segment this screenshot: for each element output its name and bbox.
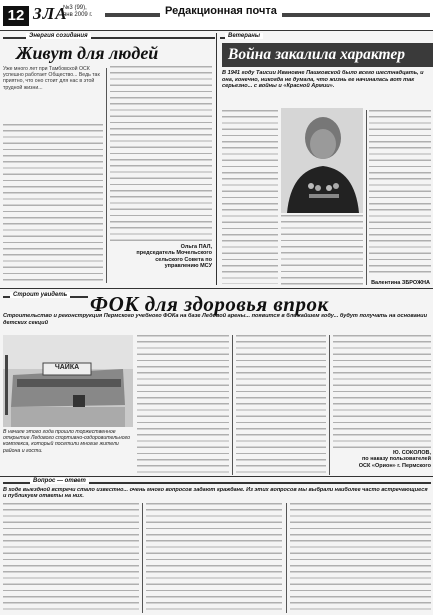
article-tag: Энергия созидания: [26, 33, 91, 39]
article-headline: Война закалила характер: [228, 46, 406, 63]
qa-col2: [146, 503, 282, 613]
veteran-photo: [281, 108, 363, 213]
column-divider: [232, 335, 233, 475]
article-body-col2: [110, 66, 212, 242]
column-divider: [286, 503, 287, 613]
section-rule: [0, 476, 433, 477]
section-rule: [0, 288, 433, 289]
article-body-col1: [137, 335, 229, 475]
article-headline-banner: [222, 43, 433, 67]
column-divider: [142, 503, 143, 613]
header-rule: [0, 30, 433, 31]
building-sign: ЧАЙКА: [54, 364, 80, 371]
article-body-col2: [236, 335, 326, 475]
article-body-col1: [3, 124, 103, 284]
article-tag: Строит увидеть: [10, 292, 70, 298]
article-lead: Строительство и реконструкция Пермского учебного ФОКа на базе Ледовой арены... появится в ближайшем году... будут получать на основании детских секций: [3, 313, 428, 326]
article-body-col3: [369, 110, 431, 277]
page-number: 12: [3, 6, 29, 26]
article-headline: Живут для людей: [16, 43, 159, 63]
sports-complex-photo: [3, 335, 133, 427]
column-divider: [366, 110, 367, 285]
article-signature: Валентина ЗБРОЖНА: [371, 280, 430, 286]
qa-col1: [3, 503, 139, 613]
article-tag: Вопрос — ответ: [30, 478, 89, 484]
article-lead: [3, 66, 103, 122]
article-signature: Ольга ПАЛ, председатель Мочельского сельского Совета по управлению МСУ: [136, 244, 212, 270]
article-body-col3: [333, 335, 431, 448]
issue-info: №3 (99), янв 2009 г.: [63, 5, 93, 18]
page-divider: [216, 33, 217, 285]
article-body-col2: [281, 215, 363, 285]
article-tag: Ветераны: [225, 33, 263, 39]
section-rubric: Редакционная почта: [160, 5, 282, 17]
article-headline: ФОК для здоровья впрок: [90, 292, 329, 316]
veteran-portrait-icon: [281, 108, 363, 213]
qa-col3: [290, 503, 431, 613]
article-signature: Ю. СОКОЛОВ, по наказу пользователей ОСК «Орион» г. Пермского: [358, 450, 431, 469]
column-divider: [106, 68, 107, 283]
column-divider: [329, 335, 330, 475]
article-lead: В 1941 году Таисии Ивановне Пашковской было всего шестнадцать, и она, конечно, никогда не думала, что жизнь ее начиналась вот так серьезно... с войны и «Красной Армии».: [222, 70, 424, 90]
article-body-col1: [222, 110, 278, 284]
qa-intro: В ходе выездной встречи стало известно... очень много вопросов задают граждане. Из этих вопросов мы выбрали наиболее часто встречающиеся и публикуем ответы на них.: [3, 487, 428, 500]
lead-text: Уже много лет при Тамбовской ОСК успешно работает Общество... Ведь так приятно, что оно стоит для нас в этой трудной жизни...: [3, 66, 100, 91]
building-icon: [3, 335, 133, 427]
newspaper-logo: ЗЛА: [33, 4, 68, 23]
photo-caption: В начале этого года прошло торжественное открытие Ледового спортивно-оздоровительного комплекса, который посетили многие жители района и гости.: [3, 429, 131, 454]
